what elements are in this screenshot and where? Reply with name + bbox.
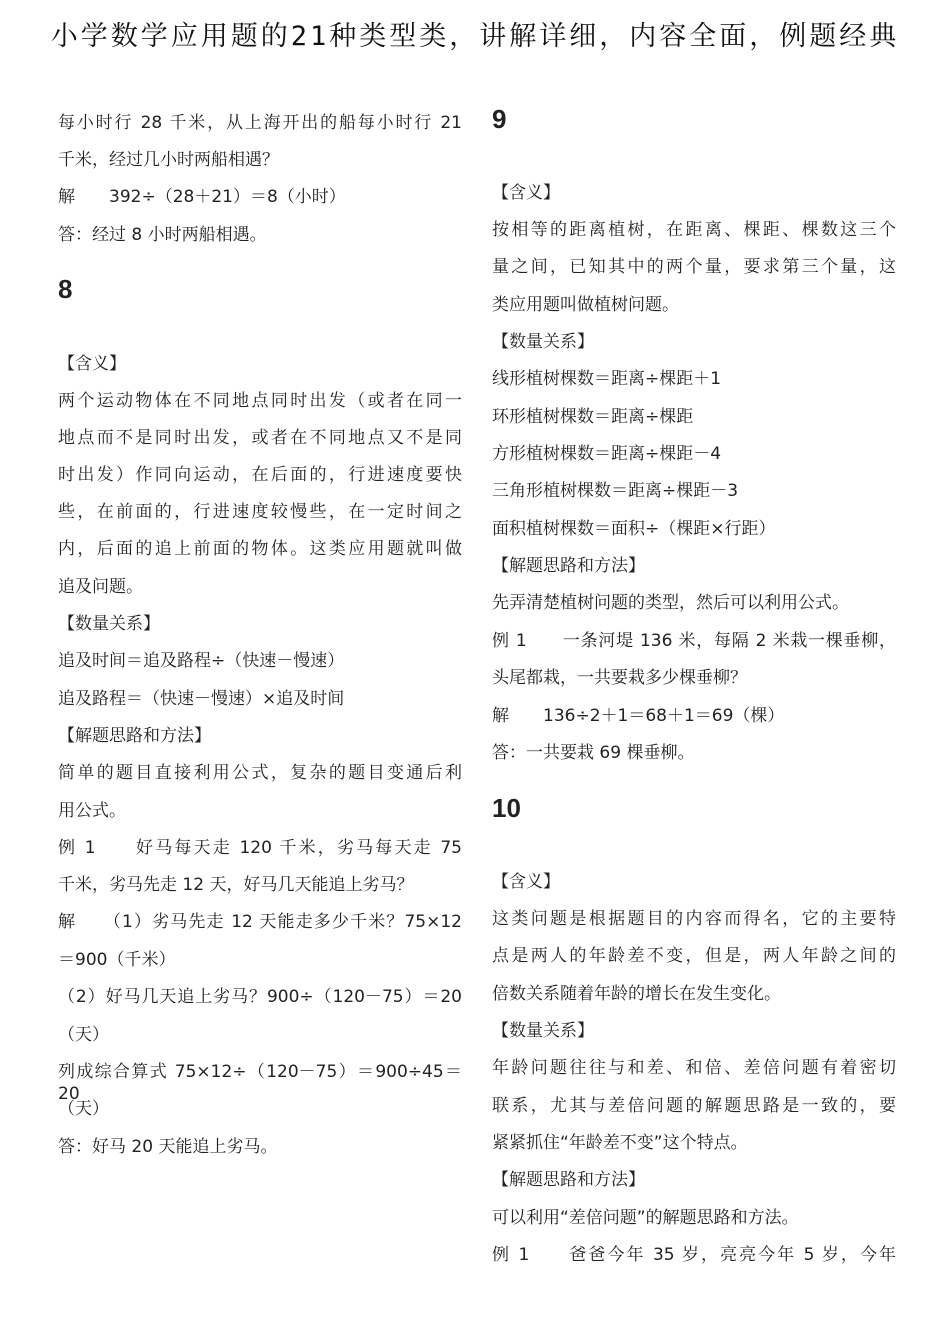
answer-line: 答：好马 20 天能追上劣马。 [58, 1137, 278, 1157]
text-line: 点是两人的年龄差不变，但是，两人年龄之间的 [492, 946, 896, 966]
text-line: 时出发）作同向运动，在后面的，行进速度要快 [58, 465, 462, 485]
text-line: 用公式。 [58, 801, 126, 821]
example-line: 例 1 一条河堤 136 米，每隔 2 米栽一棵垂柳， [492, 631, 896, 651]
text-line: 联系，尤其与差倍问题的解题思路是一致的，要 [492, 1096, 896, 1116]
section-number: 10 [492, 793, 521, 823]
text-line: 简单的题目直接利用公式，复杂的题目变通后利 [58, 763, 462, 783]
text-line: 列成综合算式 75×12÷（120－75）＝900÷45＝20 [58, 1062, 462, 1104]
text-line: （天） [58, 1025, 109, 1045]
text-line: 千米，劣马先走 12 天，好马几天能追上劣马？ [58, 875, 414, 895]
text-line: 倍数关系随着年龄的增长在发生变化。 [492, 984, 781, 1004]
formula-line: 三角形植树棵数＝距离÷棵距－3 [492, 481, 739, 501]
text-line: ＝900（千米） [58, 950, 176, 970]
text-line: 紧紧抓住“年龄差不变”这个特点。 [492, 1133, 748, 1153]
text-line: 这类问题是根据题目的内容而得名，它的主要特 [492, 909, 896, 929]
section-number: 9 [492, 104, 507, 134]
formula-line: 线形植树棵数＝距离÷棵距＋1 [492, 369, 722, 389]
text-line: （2）好马几天追上劣马？900÷（120－75）＝20 [58, 987, 462, 1007]
text-line: 些，在前面的，行进速度较慢些，在一定时间之 [58, 502, 462, 522]
section-heading: 【含义】 [58, 354, 126, 374]
answer-line: 答：一共要栽 69 棵垂柳。 [492, 743, 695, 763]
section-heading: 【数量关系】 [492, 1021, 594, 1041]
text-line: 可以利用“差倍问题”的解题思路和方法。 [492, 1208, 799, 1228]
text-line: 年龄问题往往与和差、和倍、差倍问题有着密切 [492, 1058, 896, 1078]
text-line: （天） [58, 1099, 109, 1119]
text-line: 解 392÷（28＋21）＝8（小时） [58, 187, 346, 207]
text-line: 按相等的距离植树，在距离、棵距、棵数这三个 [492, 220, 896, 240]
text-line: 两个运动物体在不同地点同时出发（或者在同一 [58, 391, 462, 411]
text-line: 内，后面的追上前面的物体。这类应用题就叫做 [58, 539, 462, 559]
formula-line: 方形植树棵数＝距离÷棵距－4 [492, 444, 722, 464]
text-line: 答：经过 8 小时两船相遇。 [58, 225, 267, 245]
page-title: 小学数学应用题的21种类型类，讲解详细，内容全面，例题经典 [50, 21, 900, 52]
text-line: 千米，经过几小时两船相遇？ [58, 150, 279, 170]
section-heading: 【解题思路和方法】 [492, 1170, 645, 1190]
text-line: 先弄清楚植树问题的类型，然后可以利用公式。 [492, 593, 849, 613]
solution-line: 解 136÷2＋1＝68＋1＝69（棵） [492, 706, 785, 726]
solution-line: 解 （1）劣马先走 12 天能走多少千米？75×12 [58, 912, 462, 932]
example-line: 例 1 爸爸今年 35 岁，亮亮今年 5 岁，今年 [492, 1245, 896, 1265]
text-line: 追及问题。 [58, 577, 143, 597]
formula-line: 面积植树棵数＝面积÷（棵距×行距） [492, 519, 776, 539]
example-line: 例 1 好马每天走 120 千米，劣马每天走 75 [58, 838, 462, 858]
text-line: 类应用题叫做植树问题。 [492, 295, 679, 315]
formula-line: 环形植树棵数＝距离÷棵距 [492, 407, 694, 427]
text-line: 地点而不是同时出发，或者在不同地点又不是同 [58, 428, 462, 448]
section-number: 8 [58, 274, 73, 304]
text-line: 每小时行 28 千米，从上海开出的船每小时行 21 [58, 113, 462, 133]
section-heading: 【含义】 [492, 872, 560, 892]
section-heading: 【解题思路和方法】 [492, 556, 645, 576]
text-line: 头尾都栽，一共要栽多少棵垂柳？ [492, 668, 747, 688]
formula-line: 追及路程＝（快速－慢速）×追及时间 [58, 689, 345, 709]
section-heading: 【解题思路和方法】 [58, 726, 211, 746]
section-heading: 【数量关系】 [58, 614, 160, 634]
section-heading: 【含义】 [492, 183, 560, 203]
formula-line: 追及时间＝追及路程÷（快速－慢速） [58, 651, 345, 671]
section-heading: 【数量关系】 [492, 332, 594, 352]
text-line: 量之间，已知其中的两个量，要求第三个量，这 [492, 257, 896, 277]
